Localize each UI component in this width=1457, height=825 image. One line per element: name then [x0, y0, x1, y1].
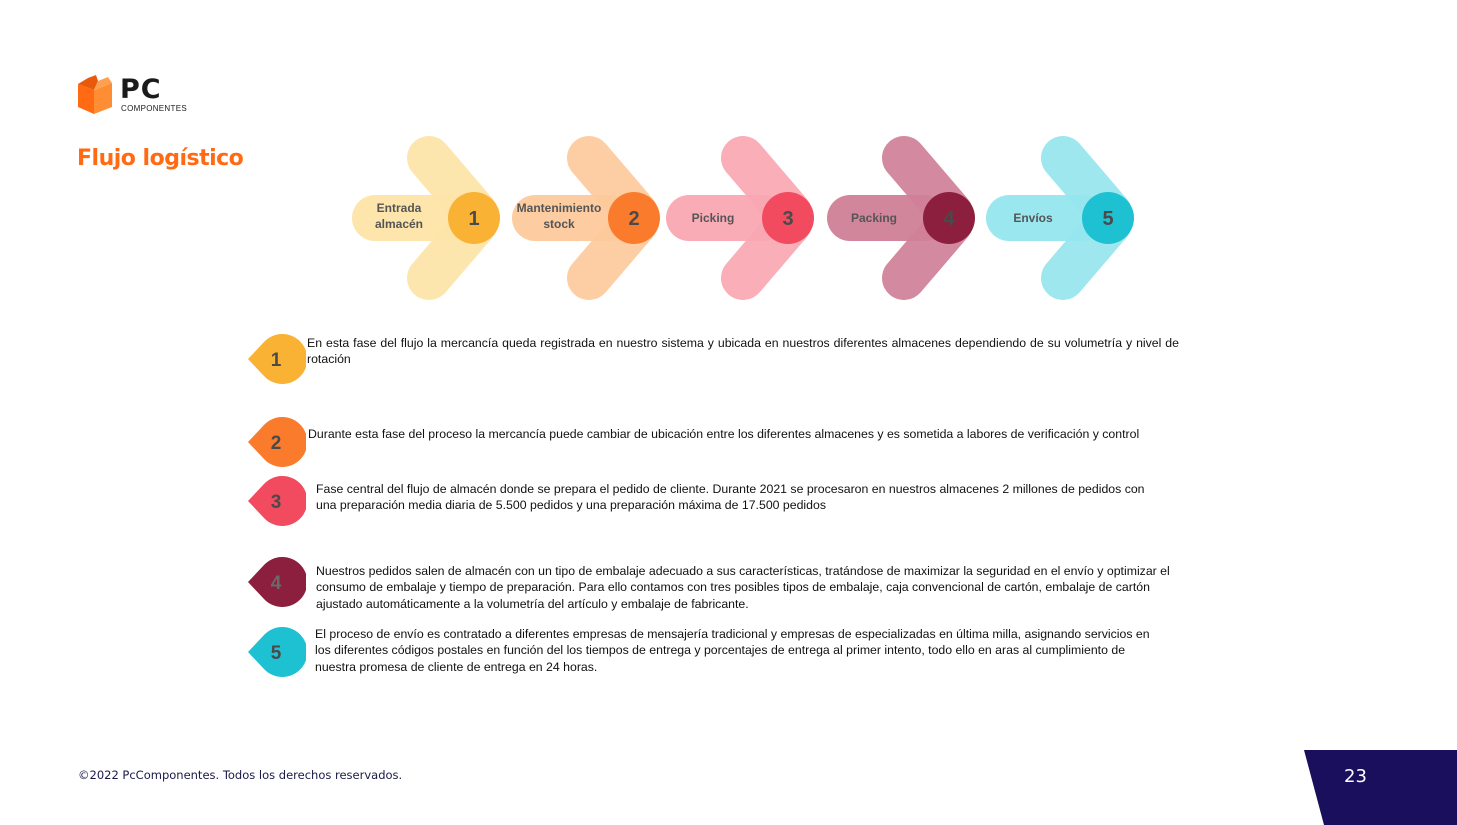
page-number-tab — [1302, 748, 1457, 825]
step-text-2: Durante esta fase del proceso la mercancía puede cambiar de ubicación entre los diferentes almacenes y es sometida a labores de verificación y control — [308, 427, 1140, 441]
step-text-4: Nuestros pedidos salen de almacén con un tipo de embalaje adecuado a sus características, tratándose de maximizar la seguridad en el envío y optimizar el consumo de embalaje y tiempo de preparación. Para ello contamos con tres posibles tipos de embalaje, caja convencional de cartón, embalaje de cartón ajustado automáticamente a la volumetría del artículo y embalaje de fabricante. — [316, 564, 1170, 611]
logo-subtitle: COMPONENTES — [121, 104, 187, 113]
flow-number-1: 1 — [468, 208, 480, 230]
step-number-5: 5 — [270, 643, 282, 664]
flow-number-3: 3 — [782, 208, 794, 230]
step-text-5: El proceso de envío es contratado a diferentes empresas de mensajería tradicional y empresas de especializadas en última milla, asignando servicios en los diferentes códigos postales en función del los tiempos de entrega y porcentajes de entrega al primer intento, todo ello en aras al cumplimiento de nuestra promesa de cliente de entrega en 24 horas. — [315, 627, 1150, 674]
flow-label-4: Packing — [850, 211, 898, 225]
flow-label-3: Picking — [691, 211, 735, 225]
flow-number-5: 5 — [1102, 208, 1114, 230]
flow-label-2: stock — [543, 217, 575, 231]
step-number-3: 3 — [270, 492, 282, 513]
step-badge-1 — [244, 333, 306, 385]
step-badge-5 — [244, 626, 306, 678]
copyright-footer: ©2022 PcComponentes. Todos los derechos reservados. — [78, 768, 403, 782]
flow-label-1: Entrada — [376, 201, 422, 215]
step-text-1: En esta fase del flujo la mercancía queda registrada en nuestro sistema y ubicada en nuestros diferentes almacenes dependiendo de su volumetría y nivel de rotación — [307, 336, 1179, 367]
flow-number-2: 2 — [628, 208, 640, 230]
page-number: 23 — [1344, 766, 1367, 787]
flow-label-2: Mantenimiento — [516, 201, 602, 215]
logo-word: PC — [120, 74, 162, 105]
step-number-4: 4 — [270, 573, 282, 594]
page-title: Flujo logístico — [77, 146, 244, 171]
step-badge-3 — [244, 475, 306, 527]
flow-label-1: almacén — [374, 217, 424, 231]
step-text-3: Fase central del flujo de almacén donde se prepara el pedido de cliente. Durante 2021 se procesaron en nuestros almacenes 2 millones de pedidos con una preparación media diaria de 5.500 pedidos y una preparación máxima de 17.500 pedidos — [316, 482, 1145, 513]
step-badge-2 — [244, 416, 306, 468]
flow-number-4: 4 — [943, 208, 955, 230]
step-badge-4 — [244, 556, 306, 608]
flow-label-5: Envíos — [1013, 211, 1053, 225]
step-number-1: 1 — [270, 350, 282, 371]
step-number-2: 2 — [270, 433, 282, 454]
